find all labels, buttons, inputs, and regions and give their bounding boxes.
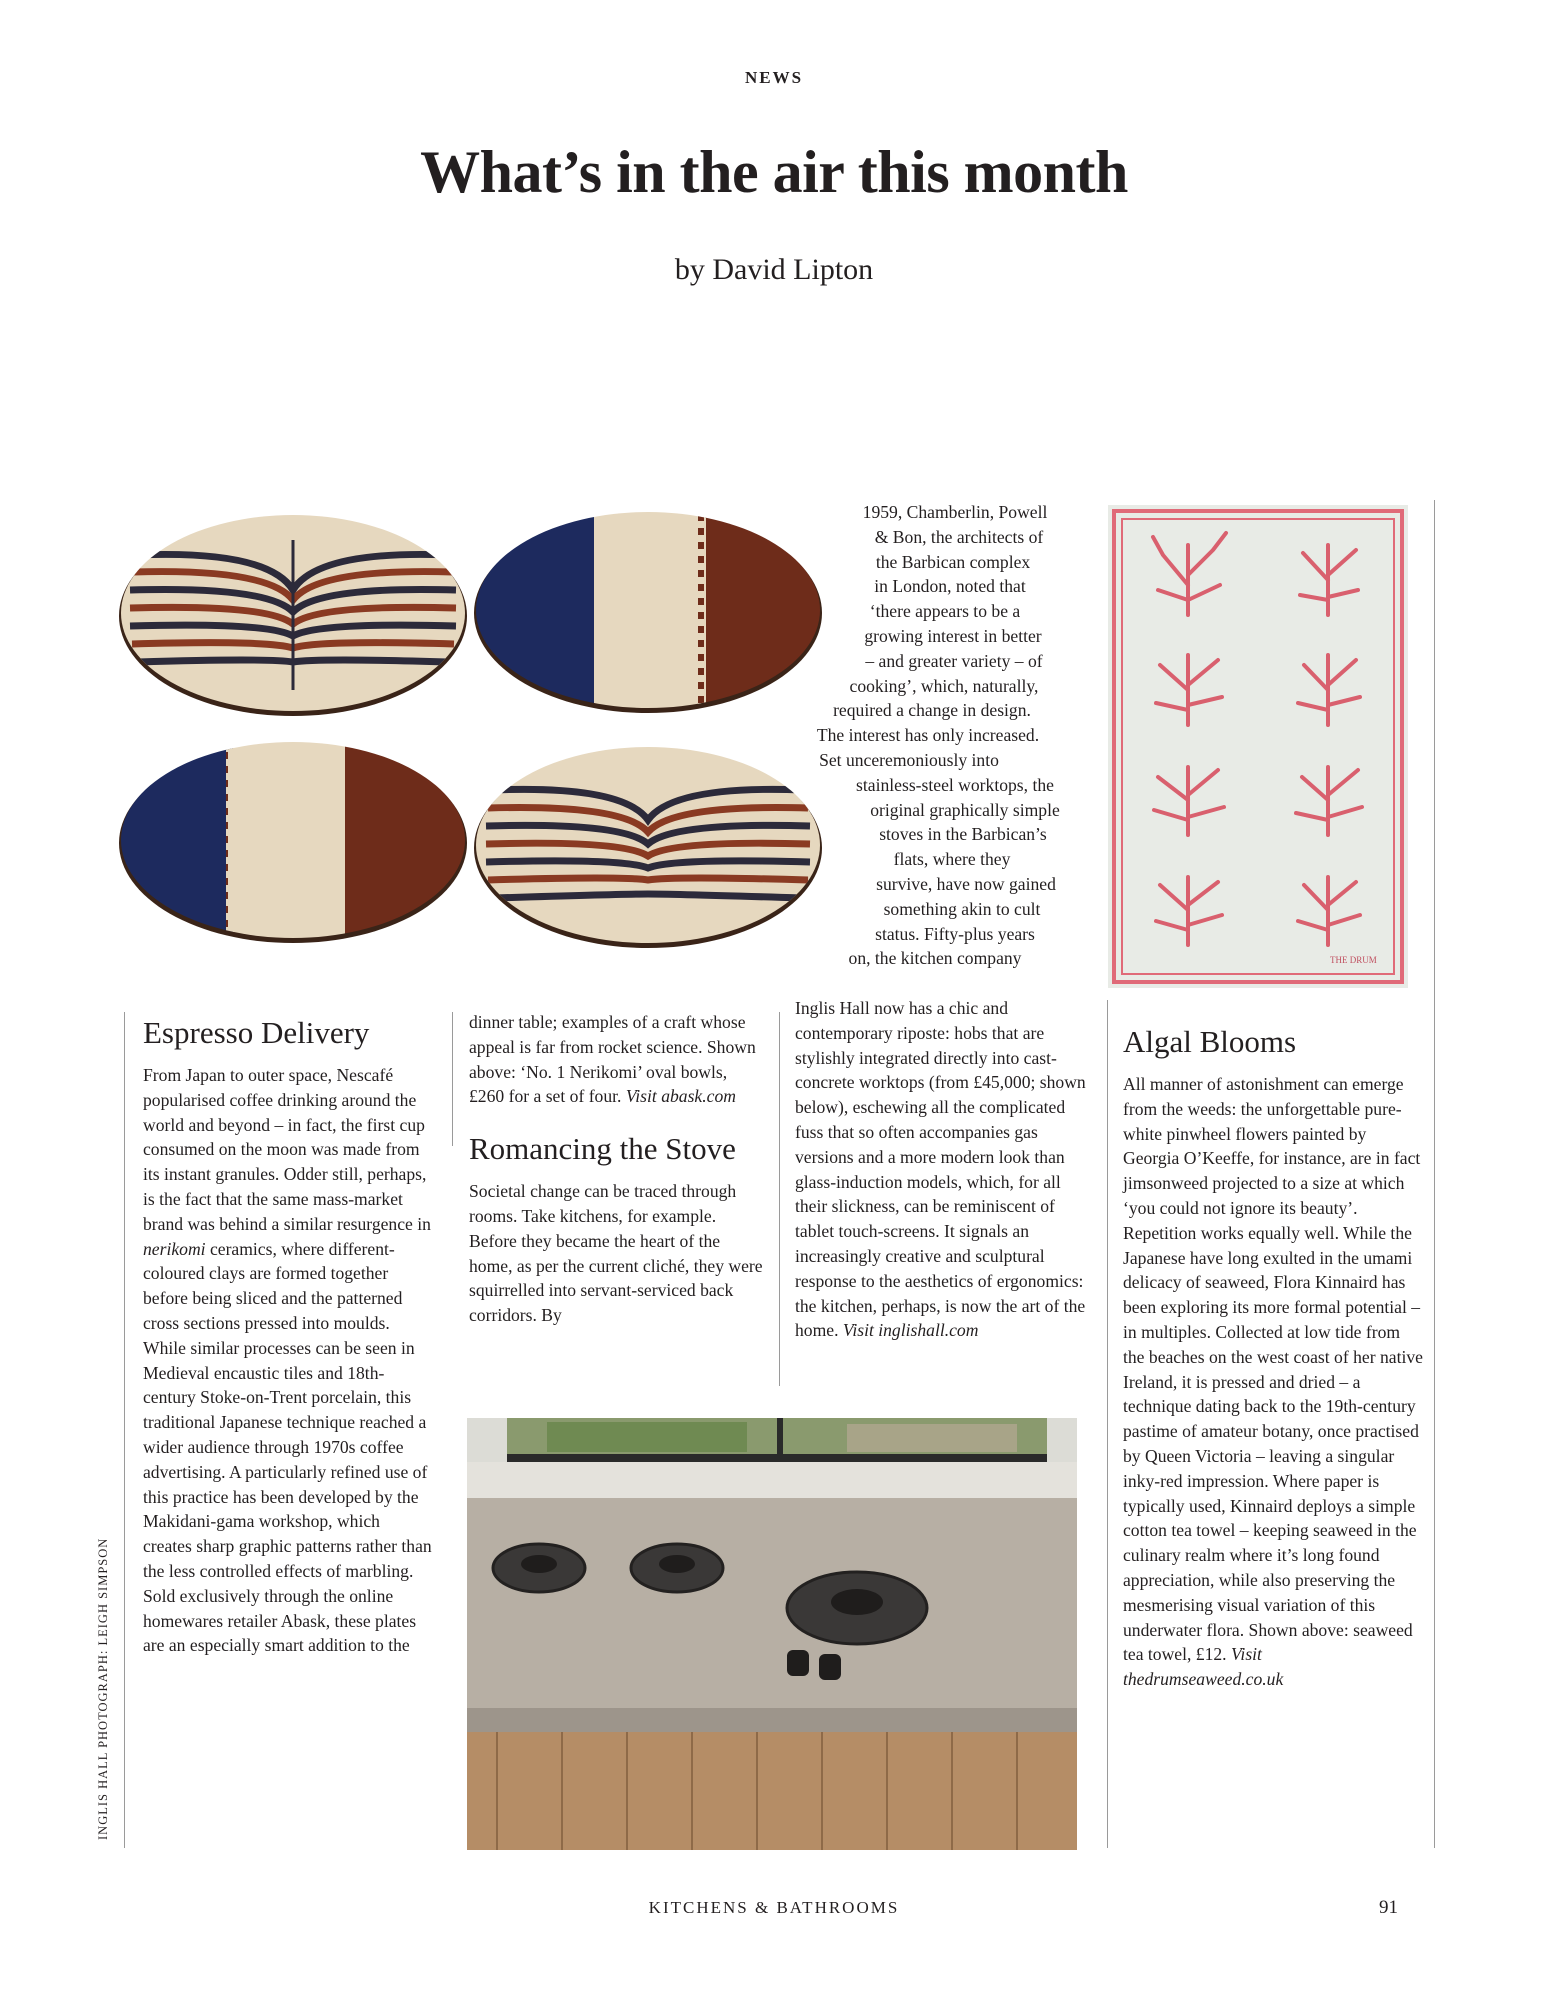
stove-wrap-text (790, 500, 1080, 971)
wrap-line: cooking’, which, naturally, (849, 675, 1039, 696)
wrap-line: flats, where they (893, 849, 1011, 870)
column-rule-5 (1434, 500, 1435, 1848)
page-title: What’s in the air this month (420, 139, 1128, 205)
nerikomi-plates-photo (108, 500, 848, 990)
inglishall-link[interactable]: Visit inglishall.com (842, 1320, 979, 1341)
wrap-line: ‘there appears to be a (869, 601, 1021, 622)
column-rule-2 (452, 1012, 453, 1146)
column-rule-3 (779, 1012, 780, 1386)
wrap-line: Set unceremoniously into (819, 749, 999, 770)
algal-body: All manner of astonishment can emerge from the weeds: the unforgettable pure-white pinwheel flowers painted by Georgia O’Keeffe, for instance, are in fact jimsonweed projected to a size at which ‘you could not ignore its beauty’. Repetition works equally well. While the Japanese have long exulted in the umami delicacy of seaweed, Flora Kinnaird has been exploring its more formal potential – in multiples. Collected at low tide from the beaches on the west coast of her native Ireland, it is pressed and dried – a technique dating back to the 19th-century pastime of amateur botany, once practised by Queen Victoria – leaving a singular inky-red impression. Where paper is typically used, Kinnaird deploys a simple cotton tea towel – keeping seaweed in the culinary realm where it’s long found appreciation, while also preserving the mesmerising visual variation of this underwater flora. Shown above: seaweed tea towel, £12. Visit thedrumseaweed.co.uk (1123, 1074, 1423, 1690)
byline: by David Lipton (674, 253, 874, 286)
wrap-line: & Bon, the architects of (874, 526, 1044, 547)
stove-heading: Romancing the Stove (469, 1131, 736, 1167)
wrap-line: something akin to cult (883, 898, 1041, 919)
wrap-line: in London, noted that (874, 576, 1026, 597)
section-kicker: NEWS (744, 68, 804, 87)
seaweed-tea-towel-photo (1108, 505, 1408, 988)
espresso-body: From Japan to outer space, Nescafé popularised coffee drinking around the world and beyond – in fact, the first cup consumed on the moon was made from its instant granules. Odder still, perhaps, is the fact that the same mass-market brand was behind a similar resurgence in nerikomi ceramics, where different-coloured clays are formed together before being sliced and the patterned cross sections pressed into moulds. While similar processes can be seen in Medieval encaustic tiles and 18th-century Stoke-on-Trent porcelain, this traditional Japanese technique reached a wider audience through 1970s coffee advertising. A particularly refined use of this practice has been developed by the Makidani-gama workshop, which creates sharp graphic patterns rather than the less controlled effects of marbling. Sold exclusively through the online homewares retailer Abask, these plates are an especially smart addition to the (143, 1065, 432, 1656)
column-rule-4 (1107, 1000, 1108, 1848)
wrap-line: required a change in design. (833, 700, 1031, 721)
wrap-line: – and greater variety – of (865, 650, 1043, 671)
wrap-line: stainless-steel worktops, the (856, 774, 1054, 795)
wrap-line: on, the kitchen company (848, 948, 1022, 969)
wrap-line: The interest has only increased. (816, 725, 1040, 746)
stove-hob-photo (467, 1418, 1077, 1850)
stove-body-continued (795, 996, 1090, 1343)
plate-colorblock-2 (118, 740, 470, 950)
wrap-line: 1959, Chamberlin, Powell (862, 502, 1048, 522)
towel-label: THE DRUM (1330, 955, 1377, 965)
column-2 (469, 1010, 764, 1328)
page-number: 91 (1379, 1897, 1398, 1918)
plate-colorblock-1 (474, 510, 824, 720)
stove-body-text: Inglis Hall now has a chic and contemporary riposte: hobs that are stylishly integrated directly into cast-concrete worktops (from £45,000; shown below), eschewing all the complicated fuss that so often accompanies gas versions and a more modern look than glass-induction models, which, for all their slickness, can be reminiscent of tablet touch-screens. It signals an increasingly creative and sculptural response to the aesthetics of ergonomics: the kitchen, perhaps, is now the art of the home. (795, 998, 1086, 1341)
espresso-continued: dinner table; examples of a craft whose appeal is far from rocket science. Shown above: ‘No. 1 Nerikomi’ oval bowls, £260 for a set of four. Visit abask.com (469, 1012, 756, 1107)
wrap-line: stoves in the Barbican’s (879, 824, 1047, 845)
espresso-article (143, 1013, 433, 1658)
algal-heading: Algal Blooms (1123, 1024, 1297, 1059)
footer-section-name: KITCHENS & BATHROOMS (648, 1898, 900, 1917)
plate-stripes-2 (474, 747, 822, 948)
wrap-line: the Barbican complex (875, 551, 1031, 572)
algal-article (1123, 1022, 1423, 1692)
plate-stripes-1 (119, 515, 467, 716)
wrap-line: status. Fifty-plus years (875, 923, 1035, 944)
thedrumseaweed-link[interactable]: Visit thedrumseaweed.co.uk (1123, 1644, 1284, 1690)
photo-credit: INGLIS HALL PHOTOGRAPH: LEIGH SIMPSON (96, 1537, 110, 1840)
espresso-heading: Espresso Delivery (143, 1015, 370, 1050)
stove-body-start: Societal change can be traced through rooms. Take kitchens, for example. Before they became the heart of the home, as per the current cliché, they were squirrelled into servant-serviced back corridors. By (469, 1181, 763, 1326)
abask-link[interactable]: Visit abask.com (625, 1086, 736, 1107)
wrap-line: survive, have now gained (876, 873, 1056, 894)
wrap-line: original graphically simple (870, 799, 1060, 820)
column-rule-1 (124, 1012, 125, 1848)
wrap-line: growing interest in better (864, 625, 1042, 646)
